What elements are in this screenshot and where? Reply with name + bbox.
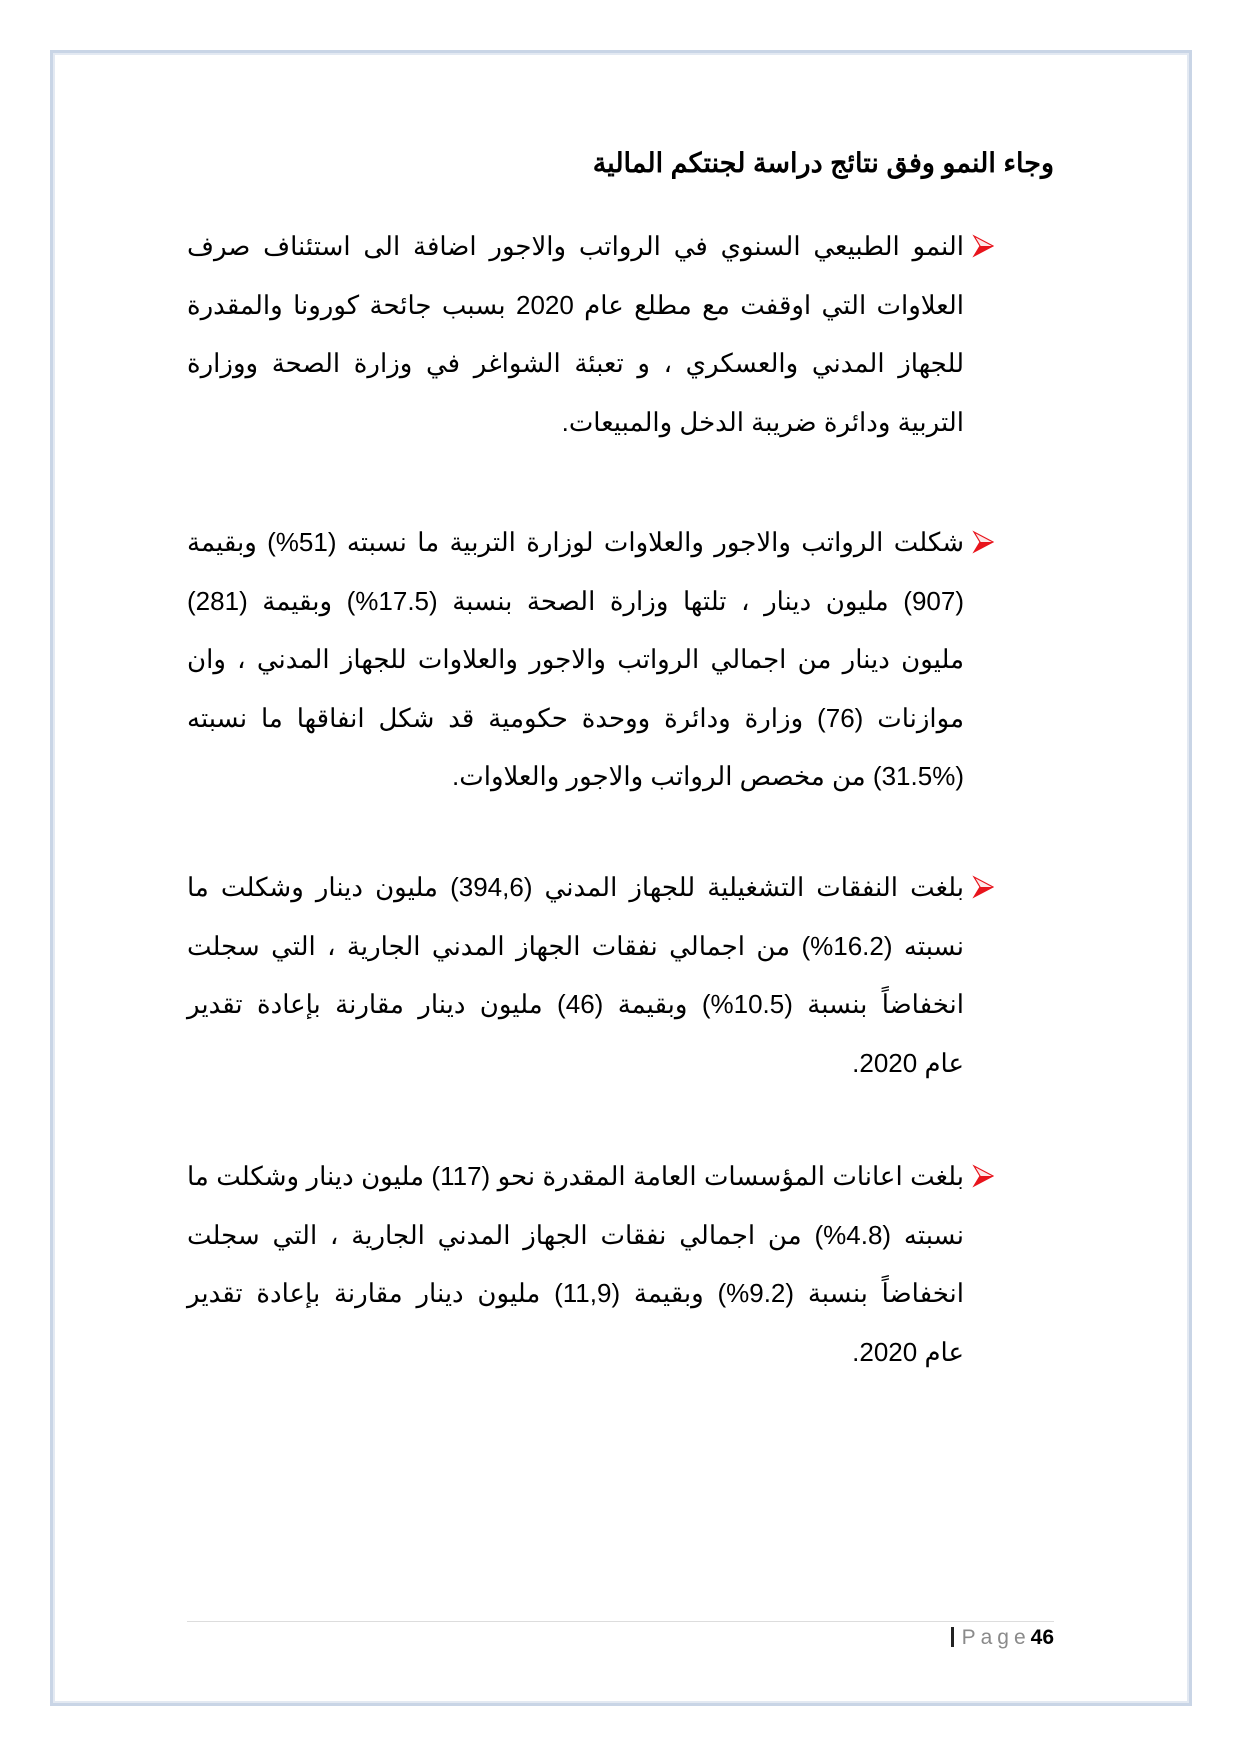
paragraph-line: عام 2020. (852, 1336, 964, 1367)
arrow-bullet-icon (972, 875, 994, 899)
paragraph-line: بلغت النفقات التشغيلية للجهاز المدني (394,6) مليون دينار وشكلت ما (187, 872, 964, 902)
paragraph-line: مليون دينار من اجمالي الرواتب والاجور والعلاوات للجهاز المدني ، وان (187, 644, 965, 674)
paragraph-line: بلغت اعانات المؤسسات العامة المقدرة نحو (117) مليون دينار وشكلت ما (187, 1161, 965, 1191)
paragraph-line: التربية ودائرة ضريبة الدخل والمبيعات. (561, 406, 964, 437)
paragraph-line: للجهاز المدني والعسكري ، و تعبئة الشواغر في وزارة الصحة ووزارة (187, 348, 964, 378)
paragraph-line: (907) مليون دينار ، تلتها وزارة الصحة بنسبة (17.5%) وبقيمة (281) (187, 585, 964, 616)
arrow-bullet-icon (972, 1164, 994, 1188)
page-label: Page (961, 1626, 1031, 1649)
paragraph-line: انخفاضاً بنسبة (9.2%) وبقيمة (11,9) مليون دينار مقارنة بإعادة تقدير (187, 1278, 964, 1308)
arrow-bullet-icon (972, 530, 994, 554)
bullet-paragraph (187, 217, 964, 451)
page-number: 46 (1030, 1626, 1054, 1649)
paragraph-line: انخفاضاً بنسبة (10.5%) وبقيمة (46) مليون دينار مقارنة بإعادة تقدير (187, 989, 965, 1019)
paragraph-line: النمو الطبيعي السنوي في الرواتب والاجور اضافة الى استئناف صرف (187, 231, 964, 261)
paragraph-line: العلاوات التي اوقفت مع مطلع عام 2020 بسبب جائحة كورونا والمقدرة (187, 289, 964, 320)
paragraph-line: عام 2020. (852, 1047, 964, 1078)
paragraph-line: (31.5%) من مخصص الرواتب والاجور والعلاوات. (452, 761, 964, 791)
paragraph-line: شكلت الرواتب والاجور والعلاوات لوزارة التربية ما نسبته (51%) وبقيمة (187, 527, 964, 557)
footer-bar (951, 1627, 954, 1647)
bullet-paragraph (187, 513, 964, 806)
paragraph-line: موازنات (76) وزارة ودائرة ووحدة حكومية قد شكل انفاقها ما نسبته (187, 702, 965, 733)
paragraph-line: نسبته (16.2%) من اجمالي نفقات الجهاز المدني الجارية ، التي سجلت (187, 930, 964, 961)
footer-divider (187, 1621, 1054, 1622)
paragraph-line: نسبته (4.8%) من اجمالي نفقات الجهاز المدني الجارية ، التي سجلت (187, 1219, 964, 1250)
arrow-bullet-icon (972, 234, 994, 258)
bullet-paragraph (187, 858, 964, 1092)
page-footer (951, 1626, 1054, 1650)
bullet-paragraph (187, 1147, 964, 1381)
section-heading: وجاء النمو وفق نتائج دراسة لجنتكم المالية (592, 148, 1054, 178)
